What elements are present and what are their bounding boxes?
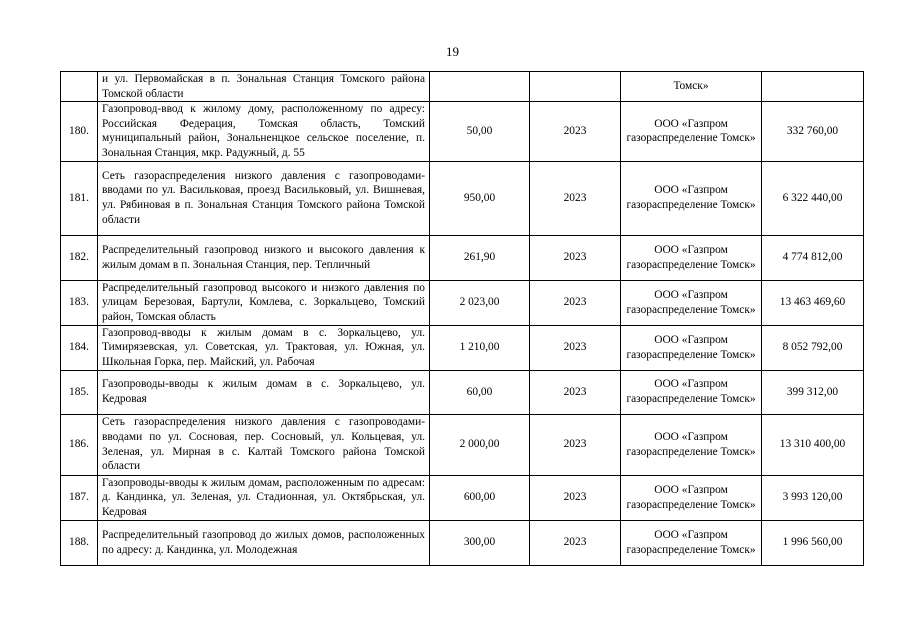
object-description-cell: Сеть газораспределения низкого давления с газопроводами-вводами по ул. Васильковая, проезд Васильковый, ул. Вишневая, ул. Рябиновая в п. Зональная Станция Томского района Томской области (98, 161, 430, 235)
organization-cell: ООО «Газпром газораспределение Томск» (621, 161, 762, 235)
organization-cell: ООО «Газпром газораспределение Томск» (621, 414, 762, 475)
year-cell: 2023 (530, 414, 621, 475)
year-cell: 2023 (530, 325, 621, 370)
gas-pipeline-table (60, 71, 864, 566)
row-number-cell: 181. (61, 161, 98, 235)
length-cell: 950,00 (430, 161, 530, 235)
cost-cell: 13 310 400,00 (762, 414, 864, 475)
year-cell: 2023 (530, 520, 621, 565)
cost-cell: 399 312,00 (762, 370, 864, 414)
year-cell (530, 72, 621, 102)
length-cell: 600,00 (430, 475, 530, 520)
cost-cell (762, 72, 864, 102)
table-row (61, 235, 864, 280)
length-cell: 2 000,00 (430, 414, 530, 475)
table-row (61, 161, 864, 235)
cost-cell: 8 052 792,00 (762, 325, 864, 370)
row-number-cell: 188. (61, 520, 98, 565)
cost-cell: 4 774 812,00 (762, 235, 864, 280)
length-cell: 261,90 (430, 235, 530, 280)
row-number-cell: 184. (61, 325, 98, 370)
table-row (61, 280, 864, 325)
length-cell: 2 023,00 (430, 280, 530, 325)
row-number-cell: 185. (61, 370, 98, 414)
year-cell: 2023 (530, 102, 621, 161)
object-description-cell: Газопроводы-вводы к жилым домам, расположенным по адресам: д. Кандинка, ул. Зеленая, ул. Стадионная, ул. Октябрьская, ул. Кедровая (98, 475, 430, 520)
object-description-cell: Распределительный газопровод низкого и высокого давления к жилым домам в п. Зональная Станция, пер. Тепличный (98, 235, 430, 280)
table-row (61, 520, 864, 565)
year-cell: 2023 (530, 475, 621, 520)
organization-cell: ООО «Газпром газораспределение Томск» (621, 102, 762, 161)
table-row (61, 370, 864, 414)
cost-cell: 332 760,00 (762, 102, 864, 161)
cost-cell: 6 322 440,00 (762, 161, 864, 235)
table-row (61, 475, 864, 520)
organization-cell: ООО «Газпром газораспределение Томск» (621, 370, 762, 414)
table-row (61, 102, 864, 161)
length-cell: 50,00 (430, 102, 530, 161)
page-number: 19 (446, 44, 459, 59)
organization-cell: ООО «Газпром газораспределение Томск» (621, 235, 762, 280)
row-number-cell: 186. (61, 414, 98, 475)
cost-cell: 13 463 469,60 (762, 280, 864, 325)
cost-cell: 3 993 120,00 (762, 475, 864, 520)
row-number-cell: 183. (61, 280, 98, 325)
table-row (61, 325, 864, 370)
cost-cell: 1 996 560,00 (762, 520, 864, 565)
organization-cell: ООО «Газпром газораспределение Томск» (621, 475, 762, 520)
year-cell: 2023 (530, 161, 621, 235)
row-number-cell: 180. (61, 102, 98, 161)
length-cell: 1 210,00 (430, 325, 530, 370)
organization-cell: ООО «Газпром газораспределение Томск» (621, 520, 762, 565)
length-cell (430, 72, 530, 102)
year-cell: 2023 (530, 280, 621, 325)
year-cell: 2023 (530, 235, 621, 280)
table-row (61, 72, 864, 102)
object-description-cell: Газопровод-вводы к жилым домам в с. Зоркальцево, ул. Тимирязевская, ул. Советская, ул. Трактовая, ул. Южная, ул. Школьная Горка, пер. Майский, ул. Рабочая (98, 325, 430, 370)
row-number-cell: 187. (61, 475, 98, 520)
organization-cell: ООО «Газпром газораспределение Томск» (621, 280, 762, 325)
object-description-cell: Газопроводы-вводы к жилым домам в с. Зоркальцево, ул. Кедровая (98, 370, 430, 414)
organization-cell: ООО «Газпром газораспределение Томск» (621, 325, 762, 370)
year-cell: 2023 (530, 370, 621, 414)
length-cell: 300,00 (430, 520, 530, 565)
object-description-cell: Сеть газораспределения низкого давления с газопроводами-вводами по ул. Сосновая, пер. Сосновый, ул. Кольцевая, ул. Зеленая, ул. Мирная в с. Калтай Томского района Томской области (98, 414, 430, 475)
row-number-cell (61, 72, 98, 102)
row-number-cell: 182. (61, 235, 98, 280)
length-cell: 60,00 (430, 370, 530, 414)
organization-cell: Томск» (621, 72, 762, 102)
object-description-cell: и ул. Первомайская в п. Зональная Станция Томского района Томской области (98, 72, 430, 102)
table-row (61, 414, 864, 475)
object-description-cell: Газопровод-ввод к жилому дому, расположенному по адресу: Российская Федерация, Томская область, Томский муниципальный район, Зональненцкое сельское поселение, п. Зональная Станция, мкр. Радужный, д. 55 (98, 102, 430, 161)
object-description-cell: Распределительный газопровод высокого и низкого давления по улицам Березовая, Бартули, Комлева, с. Зоркальцево, Томский район, Томская область (98, 280, 430, 325)
object-description-cell: Распределительный газопровод до жилых домов, расположенных по адресу: д. Кандинка, ул. Молодежная (98, 520, 430, 565)
